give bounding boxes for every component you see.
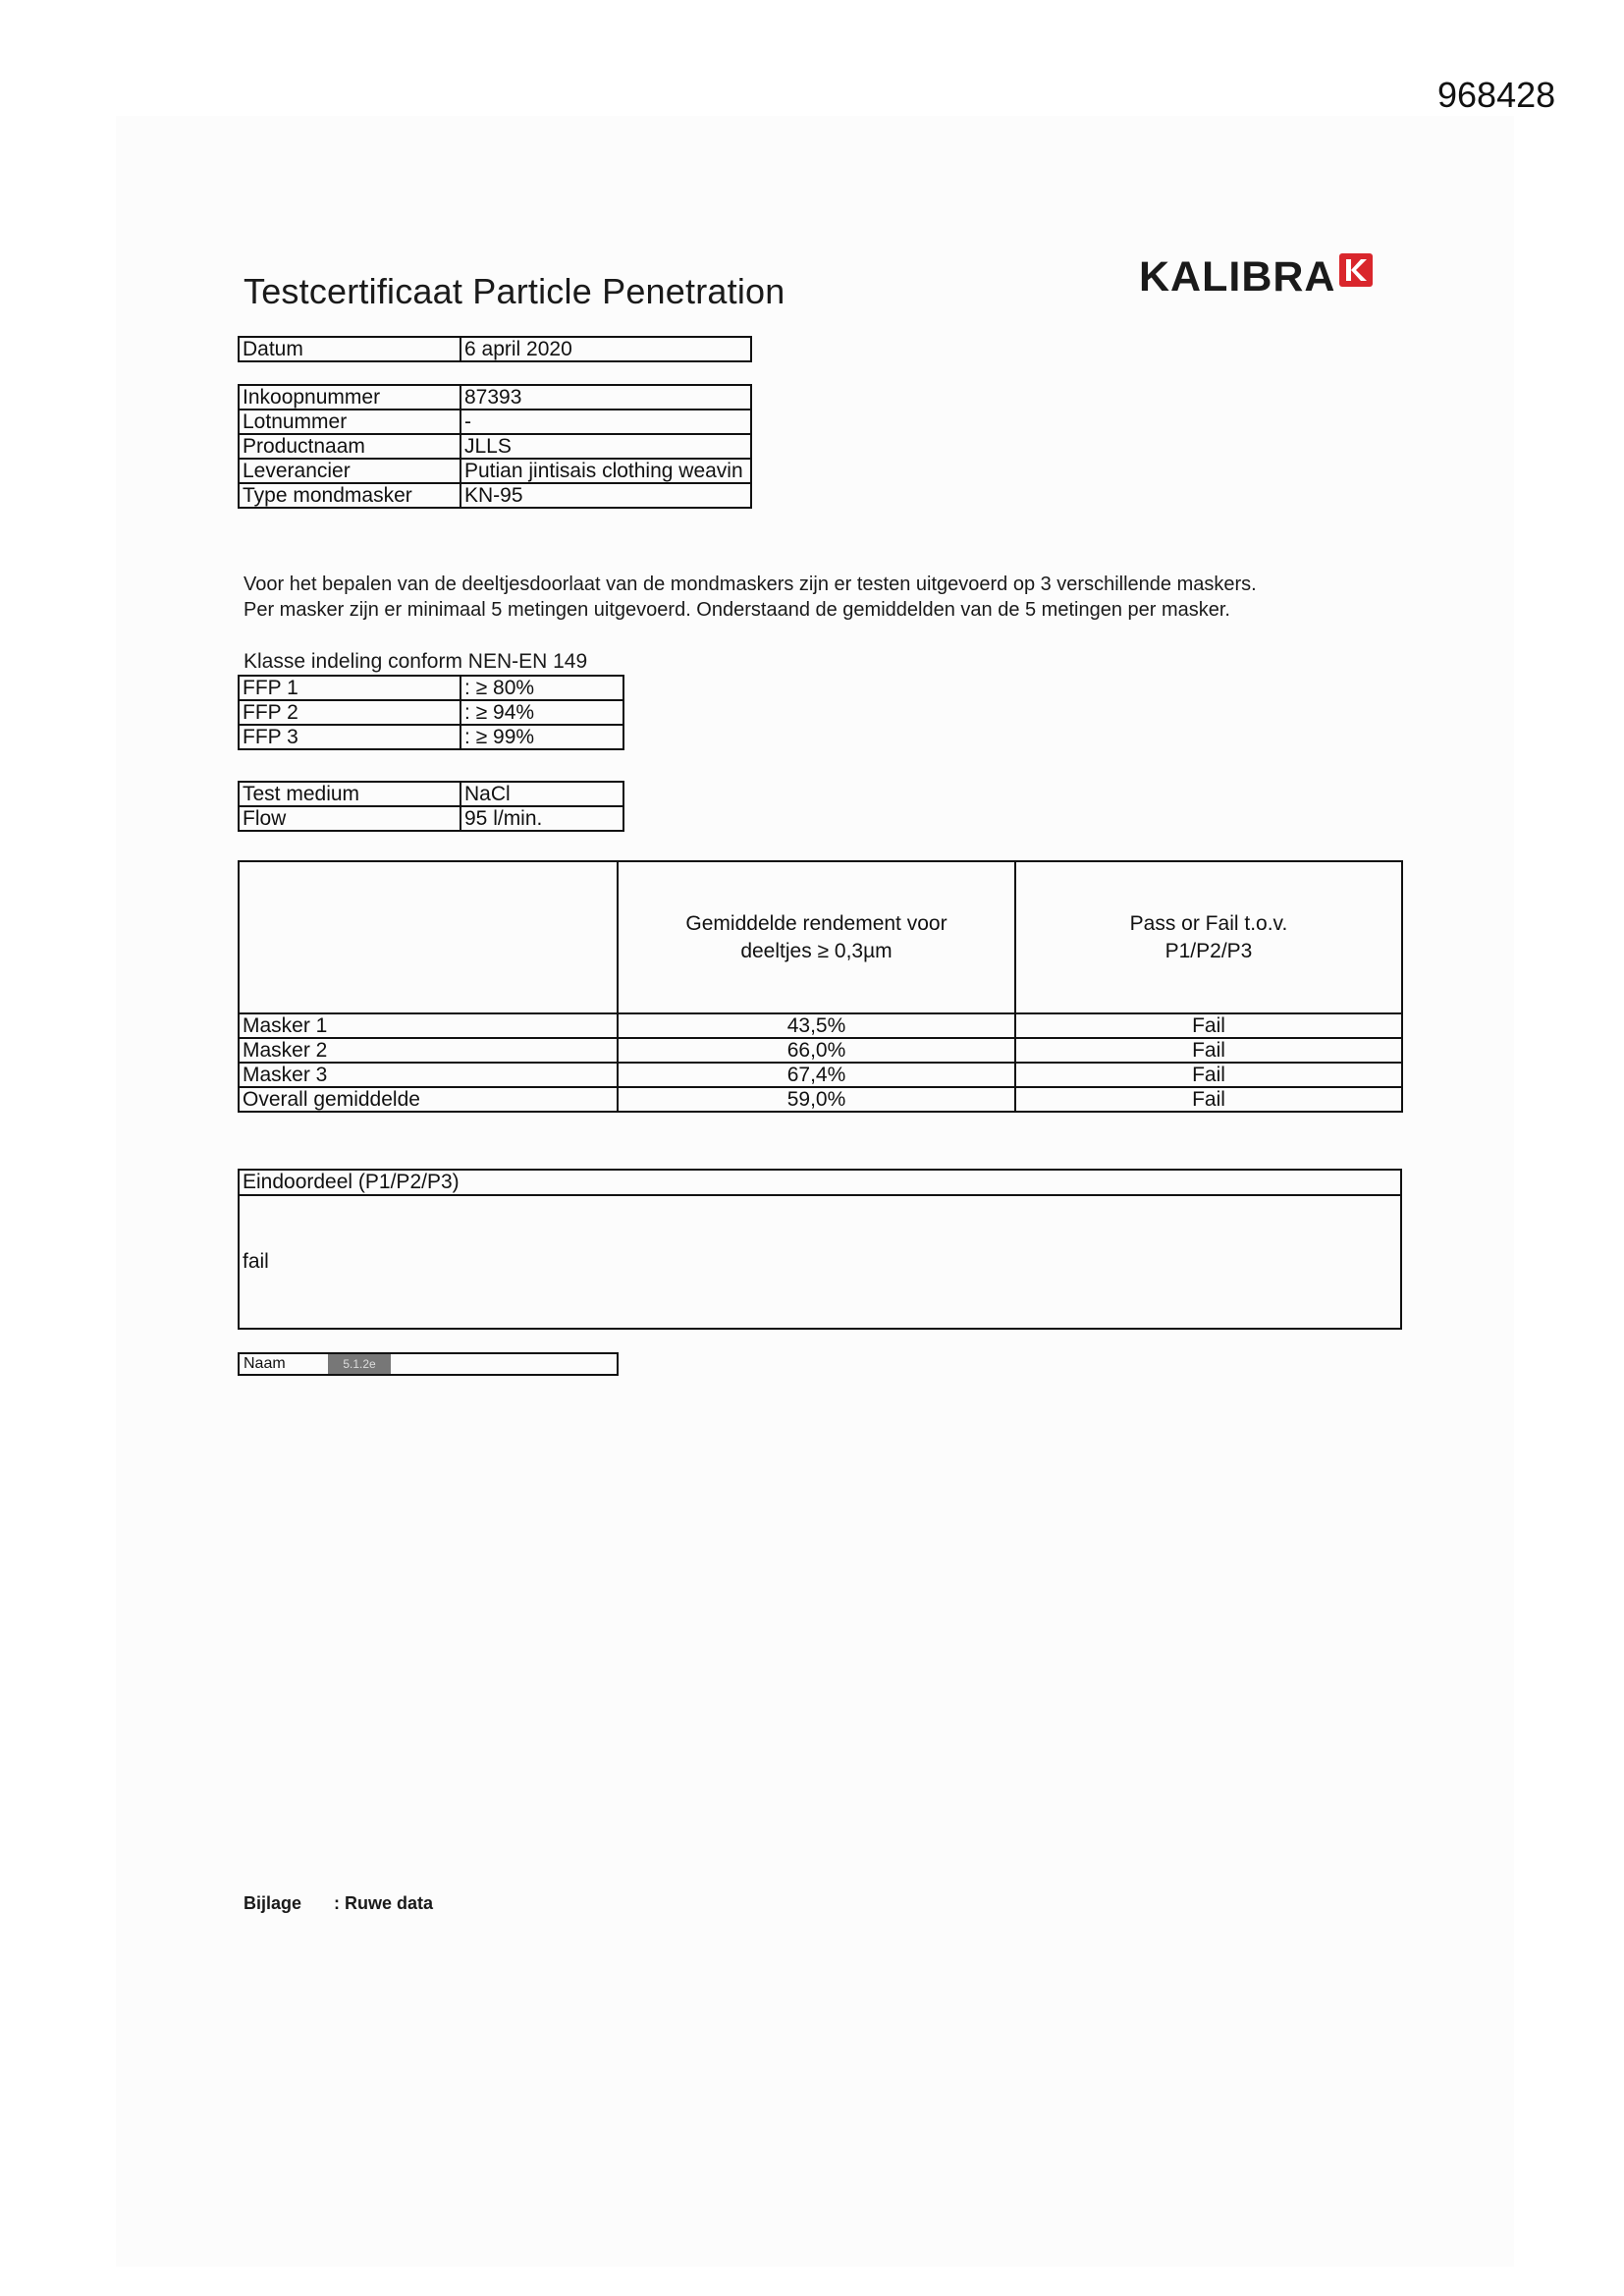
table-row <box>239 806 623 831</box>
table-row <box>239 676 623 700</box>
document-number: 968428 <box>1437 75 1556 115</box>
table-row <box>239 483 751 508</box>
kalibra-logo <box>1139 253 1373 301</box>
masker-3-label: Masker 3 <box>239 1063 618 1087</box>
ffp3-label: FFP 3 <box>239 725 460 749</box>
logo-k-icon <box>1339 253 1373 287</box>
type-mondmasker-value: KN-95 <box>460 483 751 508</box>
bijlage-value: : Ruwe data <box>334 1893 434 1913</box>
overall-value: 59,0% <box>618 1087 1015 1112</box>
productnaam-value: JLLS <box>460 434 751 459</box>
table-row <box>239 782 623 806</box>
ffp2-value: : ≥ 94% <box>460 700 623 725</box>
header-rendement-line-2: deeltjes ≥ 0,3µm <box>740 939 893 962</box>
results-header-passfail <box>1015 861 1402 1013</box>
leverancier-value: Putian jintisais clothing weavin <box>460 459 751 483</box>
table-row <box>239 434 751 459</box>
table-row <box>239 1087 1402 1112</box>
masker-1-value: 43,5% <box>618 1013 1015 1038</box>
test-medium-label: Test medium <box>239 782 460 806</box>
intro-line-1: Voor het bepalen van de deeltjesdoorlaat van de mondmaskers zijn er testen uitgevoerd op 3 verschillende maskers. <box>244 574 1257 595</box>
inkoopnummer-label: Inkoopnummer <box>239 385 460 410</box>
naam-redaction: 5.1.2e <box>328 1354 391 1374</box>
table-row <box>239 700 623 725</box>
masker-2-label: Masker 2 <box>239 1038 618 1063</box>
test-conditions-table <box>238 781 624 832</box>
ffp3-value: : ≥ 99% <box>460 725 623 749</box>
header-passfail-line-2: P1/P2/P3 <box>1164 939 1253 962</box>
klasse-table <box>238 675 624 750</box>
flow-label: Flow <box>239 806 460 831</box>
datum-table <box>238 336 752 362</box>
ffp1-label: FFP 1 <box>239 676 460 700</box>
overall-result: Fail <box>1015 1087 1402 1112</box>
inkoopnummer-value: 87393 <box>460 385 751 410</box>
logo-text: KALIBRA <box>1139 253 1336 301</box>
test-medium-value: NaCl <box>460 782 623 806</box>
masker-3-result: Fail <box>1015 1063 1402 1087</box>
eindoordeel-table <box>238 1169 1402 1330</box>
bijlage <box>244 1893 433 1914</box>
datum-label: Datum <box>239 337 460 361</box>
masker-3-value: 67,4% <box>618 1063 1015 1087</box>
table-row <box>239 1063 1402 1087</box>
table-row <box>239 725 623 749</box>
table-row <box>239 459 751 483</box>
datum-value: 6 april 2020 <box>460 337 751 361</box>
datum-row <box>239 337 751 361</box>
lotnummer-value: - <box>460 410 751 434</box>
results-header-rendement <box>618 861 1015 1013</box>
intro-text <box>244 572 1257 623</box>
table-row <box>239 1038 1402 1063</box>
lotnummer-label: Lotnummer <box>239 410 460 434</box>
productnaam-label: Productnaam <box>239 434 460 459</box>
table-row <box>239 410 751 434</box>
table-row <box>239 1013 1402 1038</box>
naam-field <box>238 1352 619 1376</box>
ffp2-label: FFP 2 <box>239 700 460 725</box>
masker-1-result: Fail <box>1015 1013 1402 1038</box>
klasse-title: Klasse indeling conform NEN-EN 149 <box>244 650 588 673</box>
naam-label: Naam <box>244 1355 286 1372</box>
results-header-row <box>239 861 1402 1013</box>
bijlage-label: Bijlage <box>244 1893 302 1913</box>
eindoordeel-value: fail <box>239 1195 1401 1329</box>
results-header-empty <box>239 861 618 1013</box>
overall-label: Overall gemiddelde <box>239 1087 618 1112</box>
page-title: Testcertificaat Particle Penetration <box>244 271 785 311</box>
masker-2-result: Fail <box>1015 1038 1402 1063</box>
intro-line-2: Per masker zijn er minimaal 5 metingen uitgevoerd. Onderstaand de gemiddelden van de 5 metingen per masker. <box>244 599 1230 621</box>
results-table <box>238 860 1403 1113</box>
leverancier-label: Leverancier <box>239 459 460 483</box>
header-rendement-line-1: Gemiddelde rendement voor <box>685 911 947 935</box>
table-row <box>239 385 751 410</box>
type-mondmasker-label: Type mondmasker <box>239 483 460 508</box>
header-passfail-line-1: Pass or Fail t.o.v. <box>1129 911 1288 935</box>
eindoordeel-body-row <box>239 1195 1401 1329</box>
masker-1-label: Masker 1 <box>239 1013 618 1038</box>
ffp1-value: : ≥ 80% <box>460 676 623 700</box>
masker-2-value: 66,0% <box>618 1038 1015 1063</box>
eindoordeel-label: Eindoordeel (P1/P2/P3) <box>239 1170 1401 1195</box>
flow-value: 95 l/min. <box>460 806 623 831</box>
product-info-table <box>238 384 752 509</box>
eindoordeel-header-row <box>239 1170 1401 1195</box>
